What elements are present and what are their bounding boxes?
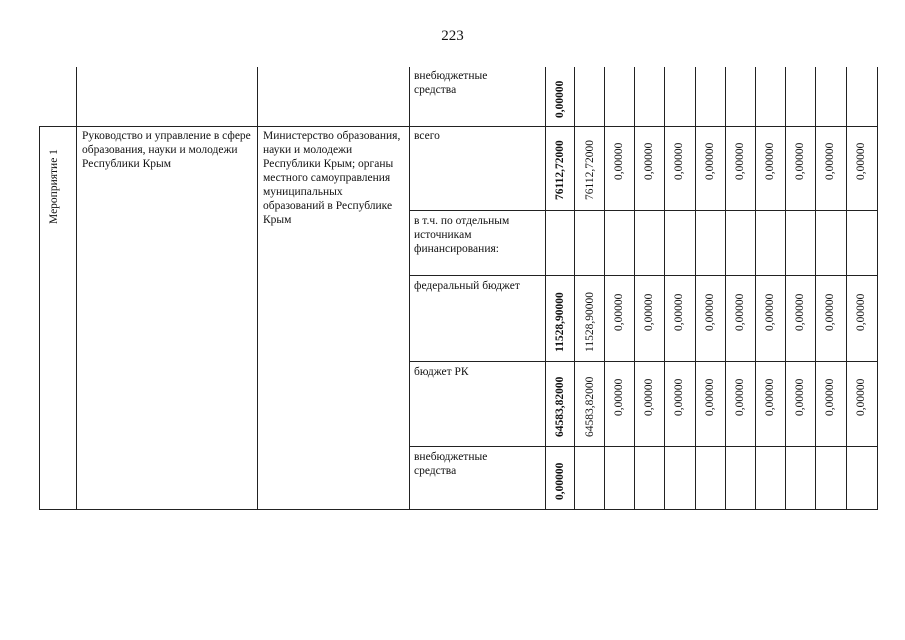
zero-value: 0,00000: [613, 293, 625, 331]
table-rule: [574, 67, 575, 510]
table-rule: [846, 67, 847, 510]
zero-value: 0,00000: [643, 142, 655, 180]
zero-value: 0,00000: [734, 378, 746, 416]
zero-value: 0,00000: [824, 293, 836, 331]
zero-value: 0,00000: [673, 293, 685, 331]
zero-value: 0,00000: [704, 142, 716, 180]
zero-value: 0,00000: [824, 378, 836, 416]
zero-value: 0,00000: [764, 293, 776, 331]
table-rule: [664, 67, 665, 510]
zero-value: 0,00000: [704, 293, 716, 331]
source-label: внебюджетные средства: [414, 451, 488, 477]
table-rule: [39, 509, 877, 510]
table-rule: [39, 126, 877, 127]
zero-value: 0,00000: [673, 378, 685, 416]
total-value: 11528,90000: [554, 292, 566, 352]
zero-value: 0,00000: [824, 142, 836, 180]
executor: Министерство образования, науки и молодежи Республики Крым; органы местного самоуправления муниципальных образований в Республике Крым: [263, 130, 401, 226]
table-rule: [545, 67, 546, 510]
zero-value: 0,00000: [855, 142, 867, 180]
total-value: 0,00000: [554, 80, 566, 118]
zero-value: 0,00000: [794, 142, 806, 180]
year-value: 64583,82000: [584, 376, 596, 437]
zero-value: 0,00000: [643, 293, 655, 331]
source-label: бюджет РК: [414, 366, 469, 378]
table-rule: [725, 67, 726, 510]
zero-value: 0,00000: [734, 142, 746, 180]
table-rule: [877, 67, 878, 510]
year-value: 11528,90000: [584, 292, 596, 352]
table-rule: [257, 67, 258, 510]
zero-value: 0,00000: [794, 378, 806, 416]
table-rule: [815, 67, 816, 510]
zero-value: 0,00000: [613, 378, 625, 416]
page-number: 223: [441, 28, 464, 44]
zero-value: 0,00000: [704, 378, 716, 416]
table-rule: [409, 446, 877, 447]
total-value: 76112,72000: [554, 140, 566, 200]
zero-value: 0,00000: [734, 293, 746, 331]
table-rule: [604, 67, 605, 510]
zero-value: 0,00000: [855, 293, 867, 331]
year-value: 76112,72000: [584, 140, 596, 200]
table-rule: [409, 361, 877, 362]
table-rule: [76, 67, 77, 510]
zero-value: 0,00000: [673, 142, 685, 180]
table-rule: [409, 275, 877, 276]
table-rule: [409, 210, 877, 211]
measure-label: Мероприятие 1: [48, 149, 60, 224]
table-rule: [39, 126, 40, 510]
total-value: 64583,82000: [554, 376, 566, 437]
zero-value: 0,00000: [764, 378, 776, 416]
zero-value: 0,00000: [613, 142, 625, 180]
source-label: внебюджетные средства: [414, 70, 488, 96]
source-label: федеральный бюджет: [414, 280, 520, 292]
total-value: 0,00000: [554, 462, 566, 500]
table-rule: [634, 67, 635, 510]
zero-value: 0,00000: [764, 142, 776, 180]
zero-value: 0,00000: [643, 378, 655, 416]
zero-value: 0,00000: [794, 293, 806, 331]
table-rule: [409, 67, 410, 510]
measure-title: Руководство и управление в сфере образования, науки и молодежи Республики Крым: [82, 130, 251, 170]
table-rule: [755, 67, 756, 510]
zero-value: 0,00000: [855, 378, 867, 416]
source-label: в т.ч. по отдельным источникам финансирования:: [414, 215, 510, 255]
table-rule: [695, 67, 696, 510]
table-rule: [785, 67, 786, 510]
source-label: всего: [414, 130, 440, 142]
